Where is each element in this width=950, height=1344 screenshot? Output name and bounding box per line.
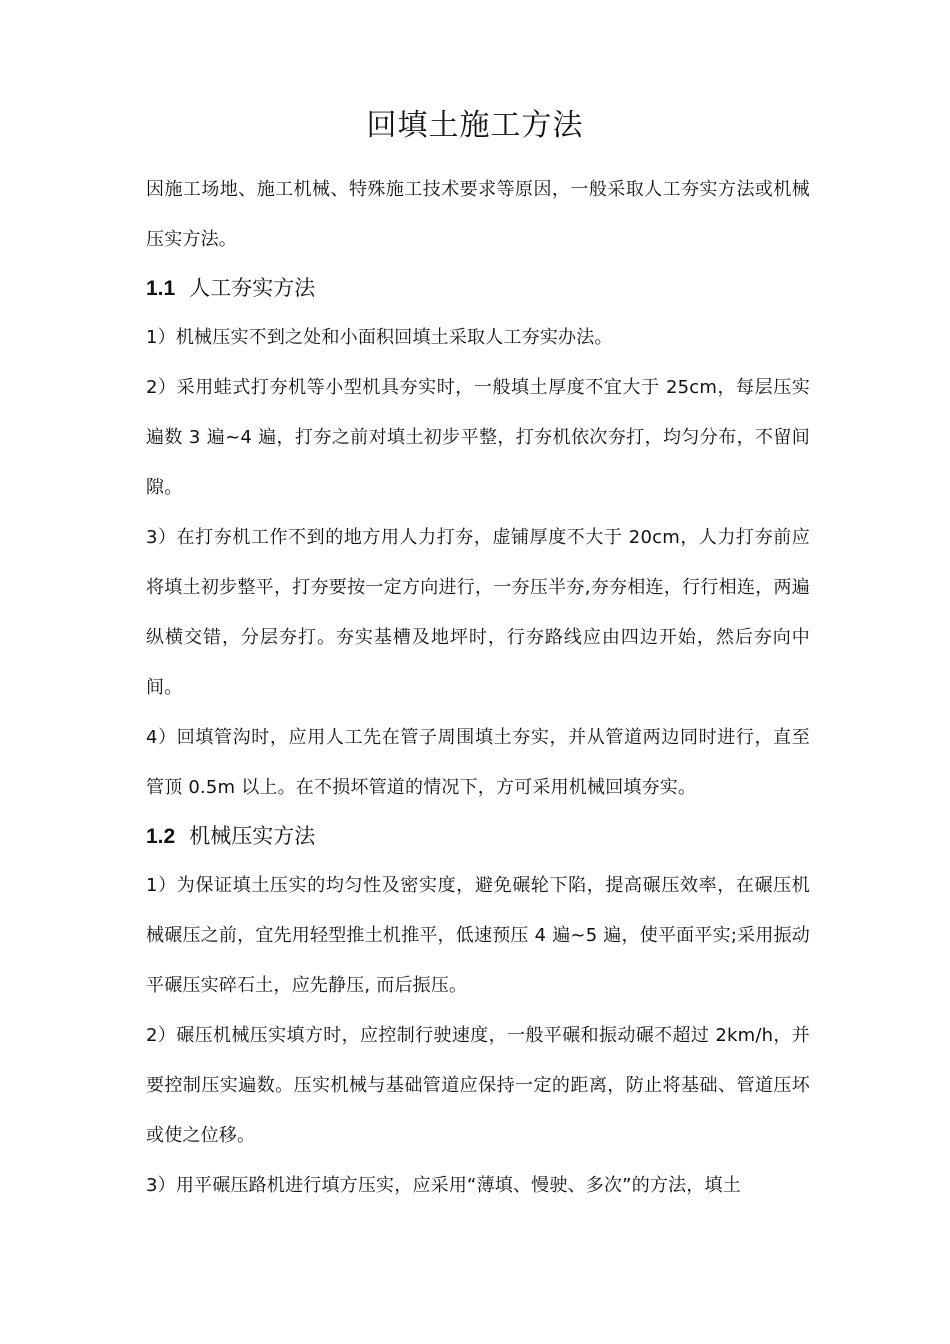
- section-number: 1.1: [146, 277, 176, 300]
- section-title: 人工夯实方法: [189, 276, 316, 300]
- paragraph-1-2-2: 2）碾压机械压实填方时，应控制行驶速度，一般平碾和振动碾不超过 2km/h，并要控制压实遍数。压实机械与基础管道应保持一定的距离，防止将基础、管道压坏或使之位移。: [146, 1025, 810, 1146]
- section-title: 机械压实方法: [189, 824, 316, 848]
- document-body: [146, 165, 810, 1211]
- paragraph-1-1-1: 1）机械压实不到之处和小面积回填土采取人工夯实办法。: [146, 327, 613, 348]
- document-title: 回填土施工方法: [366, 108, 584, 143]
- paragraph-1-1-4: 4）回填管沟时，应用人工先在管子周围填土夯实，并从管道两边同时进行，直至管顶 0.5m 以上。在不损坏管道的情况下，方可采用机械回填夯实。: [146, 727, 810, 798]
- paragraph-1-1-3: 3）在打夯机工作不到的地方用人力打夯，虚铺厚度不大于 20cm，人力打夯前应将填土初步整平，打夯要按一定方向进行，一夯压半夯,夯夯相连，行行相连，两遍纵横交错，分层夯打。夯实基槽及地坪时，行夯路线应由四边开始，然后夯向中间。: [146, 527, 810, 698]
- section-heading-1-2: [146, 813, 810, 861]
- paragraph-1-2-3: 3）用平碾压路机进行填方压实，应采用“薄填、慢驶、多次”的方法，填土: [146, 1175, 741, 1196]
- paragraph-1-2-1: 1）为保证填土压实的均匀性及密实度，避免碾轮下陷，提高碾压效率，在碾压机械碾压之前，宜先用轻型推土机推平，低速预压 4 遍~5 遍，使平面平实;采用振动平碾压实碎石土，应先静压, 而后振压。: [146, 875, 810, 996]
- section-heading-1-1: [146, 265, 810, 313]
- paragraph-1-1-2: 2）采用蛙式打夯机等小型机具夯实时，一般填土厚度不宜大于 25cm，每层压实遍数 3 遍~4 遍，打夯之前对填土初步平整，打夯机依次夯打，均匀分布，不留间隙。: [146, 377, 810, 498]
- intro-paragraph: 因施工场地、施工机械、特殊施工技术要求等原因，一般采取人工夯实方法或机械压实方法。: [146, 179, 810, 250]
- section-number: 1.2: [146, 825, 176, 848]
